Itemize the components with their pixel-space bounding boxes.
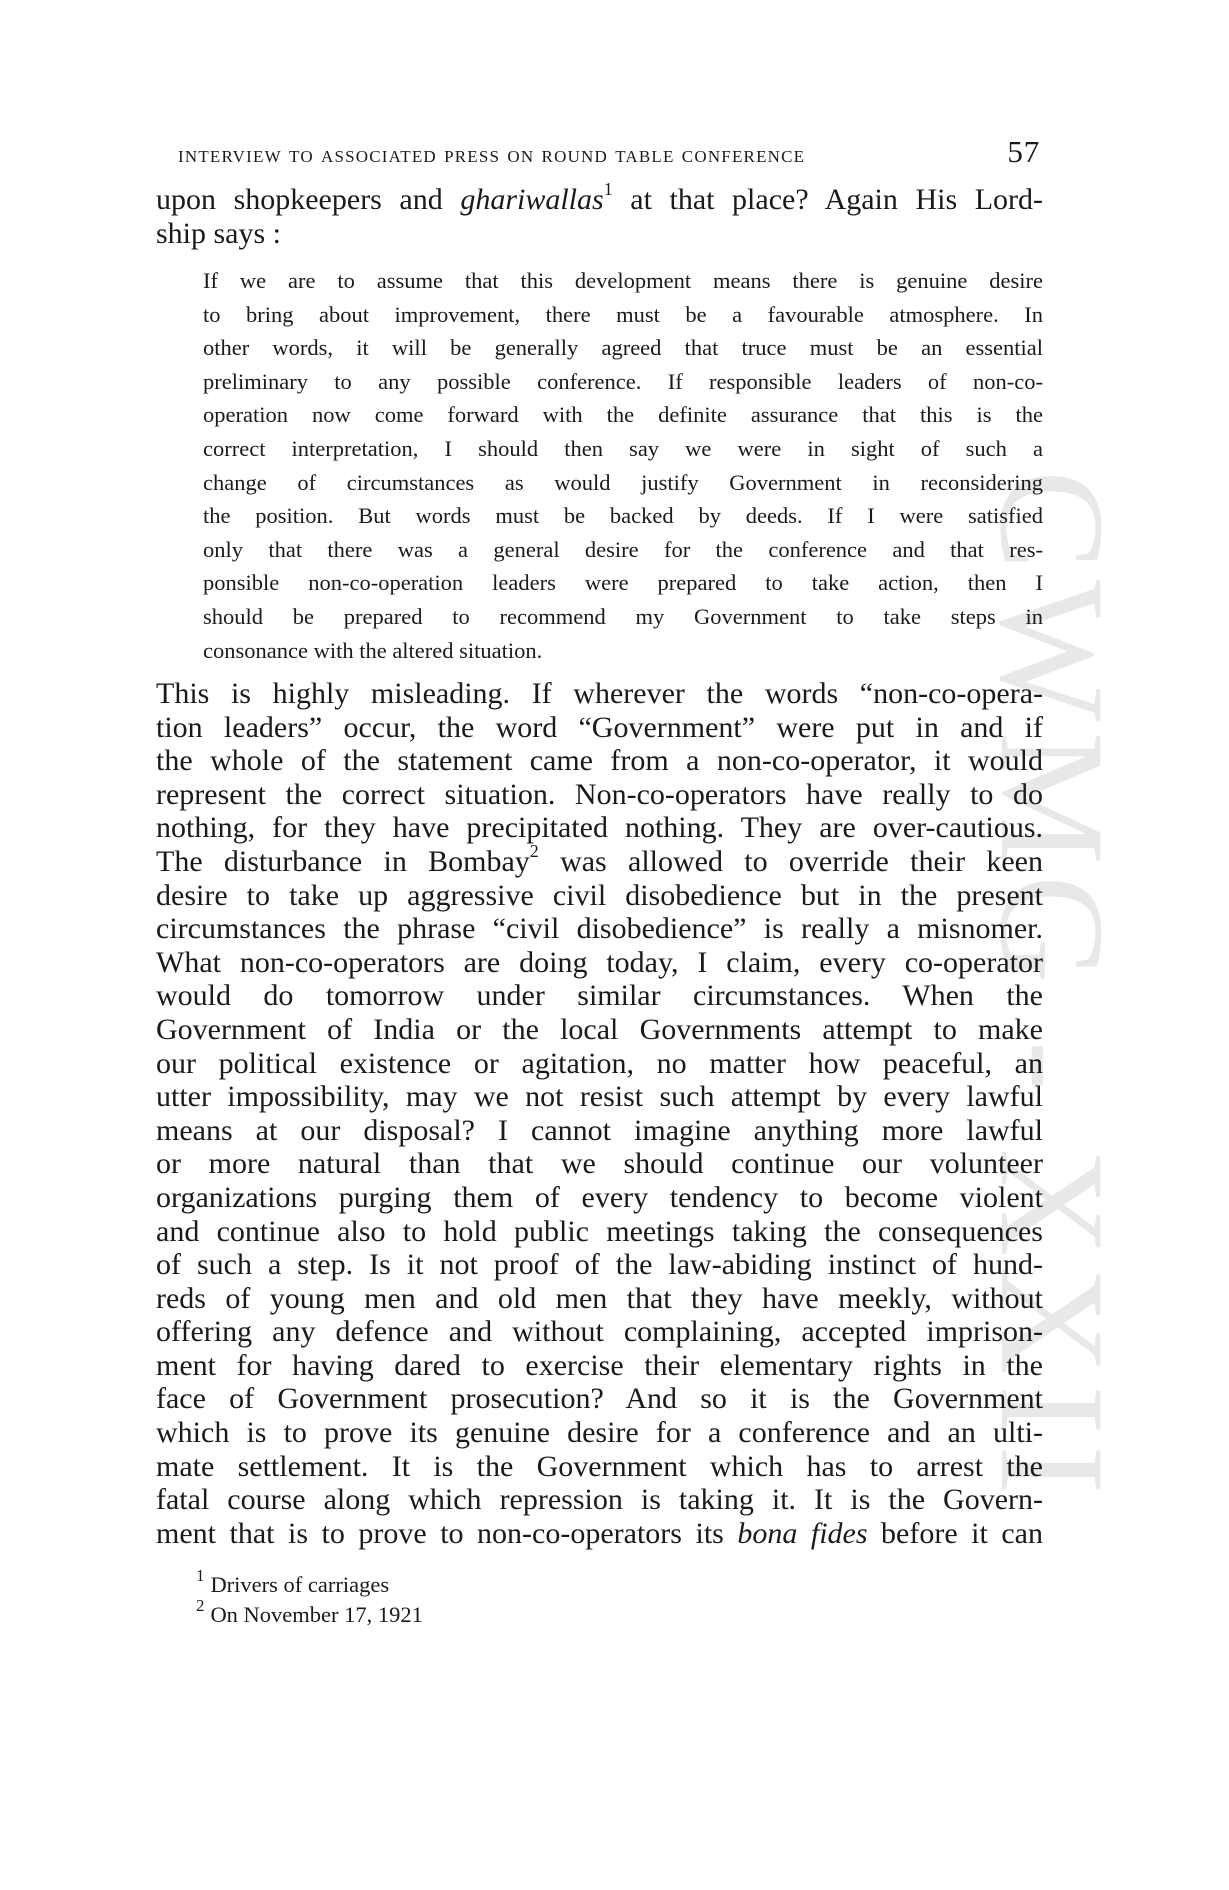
footnotes xyxy=(196,1565,423,1630)
text-line: This is highly misleading. If wherever the words “non-co-opera- xyxy=(156,677,1043,710)
footnote-marker: 1 xyxy=(196,1565,205,1585)
running-header xyxy=(178,134,1040,170)
quote-line: operation now come forward with the definite assurance that this is the xyxy=(203,402,1043,428)
text-line: of such a step. Is it not proof of the law-abiding instinct of hund- xyxy=(156,1248,1043,1282)
text-line xyxy=(156,179,1044,217)
running-header-title: interview to associated press on round table conference xyxy=(178,142,806,168)
text-line xyxy=(156,1517,1043,1551)
footnote-text: On November 17, 1921 xyxy=(210,1602,423,1627)
text-line: tion leaders” occur, the word “Government” were put in and if xyxy=(156,710,1043,744)
text-line: utter impossibility, may we not resist such attempt by every lawful xyxy=(156,1080,1043,1114)
text-line xyxy=(156,841,1043,879)
italic-term: bona fides xyxy=(737,1516,868,1550)
quote-line: ponsible non-co-operation leaders were prepared to take action, then I xyxy=(203,570,1043,596)
quote-line: to bring about improvement, there must be a favourable atmosphere. In xyxy=(203,301,1043,327)
text-line: ship says : xyxy=(156,216,282,250)
paragraph-intro xyxy=(156,179,1044,250)
text-run: ment that is to prove to non-co-operators its xyxy=(156,1516,738,1550)
quote-line: the position. But words must be backed by deeds. If I were satisfied xyxy=(203,503,1043,529)
text-line: Government of India or the local Governments attempt to make xyxy=(156,1012,1043,1046)
quote-line: If we are to assume that this development means there is genuine desire xyxy=(203,268,1043,293)
footnote-2 xyxy=(196,1595,423,1630)
text-line: organizations purging them of every tendency to become violent xyxy=(156,1180,1043,1214)
footnote-text: Drivers of carriages xyxy=(210,1572,390,1597)
footnote-1 xyxy=(196,1565,423,1600)
text-run: was allowed to override their keen xyxy=(538,844,1043,878)
watermark-text: CWMG - XXII xyxy=(969,470,1135,1505)
quote-line: only that there was a general desire for the conference and that res- xyxy=(203,536,1043,562)
quote-line: consonance with the altered situation. xyxy=(203,637,543,663)
quote-line: correct interpretation, I should then say we were in sight of such a xyxy=(203,435,1043,461)
text-line: means at our disposal? I cannot imagine anything more lawful xyxy=(156,1113,1043,1147)
page-number: 57 xyxy=(1007,134,1040,169)
italic-term: ghariwallas xyxy=(460,183,604,216)
text-line: fatal course along which repression is taking it. It is the Govern- xyxy=(156,1483,1043,1517)
footnote-ref[interactable]: 1 xyxy=(603,179,613,200)
text-run: before it can xyxy=(867,1516,1043,1550)
block-quote xyxy=(203,264,1043,667)
footnote-marker: 2 xyxy=(196,1595,205,1615)
text-run: at that place? Again His Lord- xyxy=(612,183,1044,216)
text-line: ment for having dared to exercise their elementary rights in the xyxy=(156,1348,1043,1382)
text-line: reds of young men and old men that they have meekly, without xyxy=(156,1281,1043,1315)
text-line: which is to prove its genuine desire for a conference and an ulti- xyxy=(156,1416,1043,1450)
quote-line: other words, it will be generally agreed that truce must be an essential xyxy=(203,335,1043,361)
paragraph-main xyxy=(156,677,1043,1550)
text-line: offering any defence and without complaining, accepted imprison- xyxy=(156,1315,1043,1349)
text-line: mate settlement. It is the Government which has to arrest the xyxy=(156,1449,1043,1483)
quote-line: should be prepared to recommend my Government to take steps in xyxy=(203,603,1043,629)
text-line: nothing, for they have precipitated nothing. They are over-cautious. xyxy=(156,811,1043,845)
text-line: and continue also to hold public meetings taking the consequences xyxy=(156,1214,1043,1248)
footnote-ref[interactable]: 2 xyxy=(529,841,539,862)
text-line: What non-co-operators are doing today, I claim, every co-operator xyxy=(156,945,1043,979)
text-line: our political existence or agitation, no matter how peaceful, an xyxy=(156,1046,1043,1080)
text-line: circumstances the phrase “civil disobedience” is really a misnomer. xyxy=(156,912,1043,946)
text-run: upon shopkeepers and xyxy=(156,183,461,216)
text-line: would do tomorrow under similar circumstances. When the xyxy=(156,979,1043,1013)
text-line: or more natural than that we should continue our volunteer xyxy=(156,1147,1043,1181)
text-line: represent the correct situation. Non-co-operators have really to do xyxy=(156,777,1043,811)
quote-line: preliminary to any possible conference. If responsible leaders of non-co- xyxy=(203,368,1043,394)
text-line: desire to take up aggressive civil disobedience but in the present xyxy=(156,878,1043,912)
text-line: the whole of the statement came from a non-co-operator, it would xyxy=(156,744,1043,778)
text-line: face of Government prosecution? And so it is the Government xyxy=(156,1382,1043,1416)
quote-line: change of circumstances as would justify Government in reconsidering xyxy=(203,469,1043,495)
text-run: The disturbance in Bombay xyxy=(156,844,530,878)
